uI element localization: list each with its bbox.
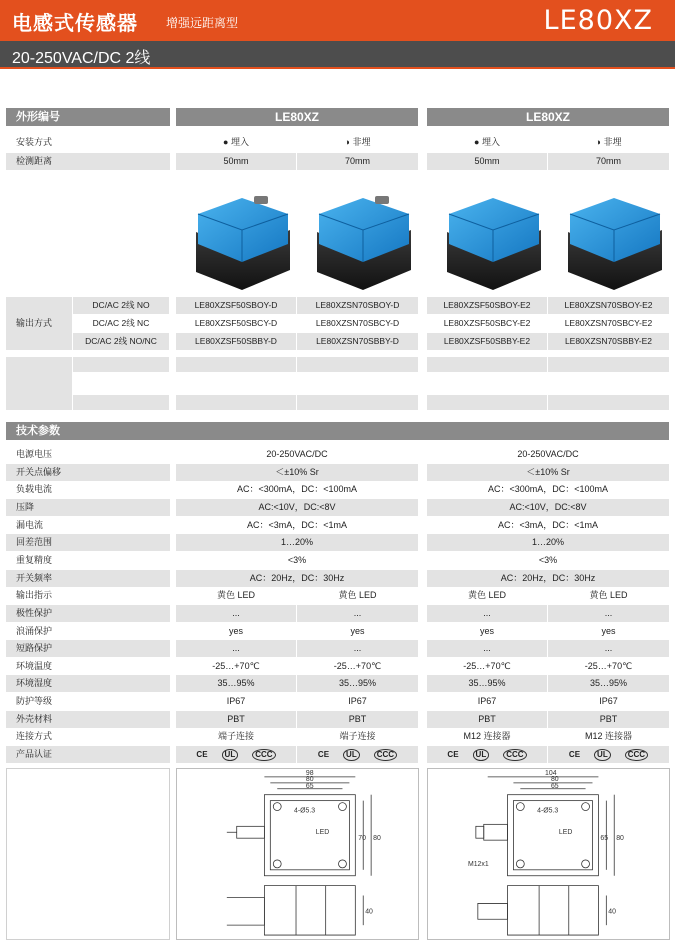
cert-marks	[427, 746, 547, 763]
tech-param-value: 黄色 LED	[338, 590, 377, 600]
tech-param-value: 1…20%	[176, 534, 418, 551]
cert-marks	[176, 746, 296, 763]
blank-cell	[73, 357, 169, 372]
model-code: LE80XZSF50SBOY-D	[176, 297, 296, 314]
tech-param-label: 负载电流	[16, 484, 53, 494]
model-code: LE80XZSN70SBBY-D	[297, 333, 418, 350]
blank-cell	[427, 395, 547, 410]
tech-param-label: 漏电流	[16, 520, 44, 530]
tech-param-label: 环境温度	[16, 661, 53, 671]
tech-param-value: ...	[548, 605, 669, 622]
dim-label: 4-Ø5.3	[294, 807, 316, 815]
tech-param-value: -25…+70℃	[212, 661, 260, 671]
tech-param-value: AC：20Hz，DC：30Hz	[427, 570, 669, 587]
tech-param-label: 浪涌保护	[16, 626, 53, 636]
drawing-blank-panel	[6, 768, 170, 940]
tech-param-value: 35…95%	[548, 675, 669, 692]
dim-label: 40	[608, 908, 616, 916]
tech-param-value: PBT	[548, 711, 669, 728]
tech-param-value: AC：<3mA，DC：<1mA	[497, 520, 599, 530]
tech-param-value: AC:<10V，DC:<8V	[427, 499, 669, 516]
dim-label: 70	[358, 835, 366, 843]
cert-marks	[297, 746, 418, 763]
cert-mark-ccc-icon: CCC	[503, 749, 526, 761]
blank-cell	[427, 357, 547, 372]
sensor-image	[447, 198, 541, 290]
tech-param-value: 20-250VAC/DC	[266, 449, 328, 459]
dim-label: 4-Ø5.3	[537, 807, 559, 815]
blank-cell	[73, 395, 169, 410]
group1-title: LE80XZ	[176, 108, 418, 126]
distance-value: 50mm	[176, 153, 296, 170]
tech-param-value: IP67	[599, 696, 618, 706]
tech-param-value: IP67	[348, 696, 367, 706]
tech-param-value: <3%	[287, 555, 307, 565]
tech-param-label: 外壳材料	[6, 711, 170, 728]
tech-param-label: 开关频率	[6, 570, 170, 587]
blank-cell	[176, 357, 296, 372]
tech-param-label: 环境湿度	[6, 675, 170, 692]
cert-mark-ce-icon: CE	[317, 750, 330, 759]
cert-mark-ccc-icon: CCC	[252, 749, 275, 761]
tech-param-value: ＜±10% Sr	[176, 464, 418, 481]
dim-label: M12x1	[467, 860, 489, 868]
tech-param-value: AC:<10V，DC:<8V	[176, 499, 418, 516]
cert-label: 产品认证	[6, 746, 170, 763]
tech-param-value: AC：<300mA，DC：<100mA	[236, 484, 358, 494]
tech-param-label: 重复精度	[16, 555, 53, 565]
model-code: LE80XZSF50SBBY-E2	[427, 333, 547, 350]
tech-param-value: -25…+70℃	[584, 661, 633, 671]
tech-param-value: ＜±10% Sr	[427, 464, 669, 481]
tech-param-value: -25…+70℃	[463, 661, 511, 671]
tech-section-label: 技术参数	[6, 422, 669, 440]
dim-label: 80	[550, 775, 559, 783]
sensor-image	[196, 196, 290, 290]
model-code: LE80XZSN70SBCY-D	[315, 318, 400, 328]
tech-param-value: IP67	[226, 696, 246, 706]
tech-param-value: 端子连接	[339, 731, 376, 741]
tech-param-value: ...	[427, 640, 547, 657]
dim-label: 65	[600, 835, 609, 843]
blank-cell	[548, 395, 669, 410]
tech-param-value: 35…95%	[176, 675, 296, 692]
model-code: LE80XZSF50SBCY-E2	[443, 318, 531, 328]
shape-section-label: 外形编号	[6, 108, 170, 126]
install-label: 安装方式	[16, 137, 53, 147]
tech-param-label: 防护等级	[16, 696, 53, 706]
dim-label: 104	[545, 769, 557, 777]
dim-label: LED	[315, 829, 330, 837]
sensor-image	[568, 198, 662, 290]
install-value: ● 埋入	[223, 137, 249, 147]
tech-param-value: -25…+70℃	[333, 661, 382, 671]
tech-param-value: 黄色 LED	[589, 590, 628, 600]
blank-cell	[176, 395, 296, 410]
tech-param-value: ...	[297, 605, 418, 622]
tech-param-value: 黄色 LED	[467, 590, 506, 600]
cert-mark-ce-icon: CE	[196, 750, 208, 759]
cert-mark-ul-icon: UL	[594, 749, 611, 761]
dimension-drawing-m12	[427, 768, 670, 940]
dim-label: 80	[373, 835, 381, 843]
dim-label: 80	[616, 835, 624, 843]
distance-value: 50mm	[427, 153, 547, 170]
cert-mark-ul-icon: UL	[343, 749, 360, 761]
tech-param-value: <3%	[538, 555, 558, 565]
dim-label: LED	[558, 829, 573, 837]
tech-param-value: M12 连接器	[463, 731, 511, 741]
tech-param-value: 1…20%	[427, 534, 669, 551]
tech-param-value: yes	[601, 626, 616, 636]
sensor-photos	[176, 176, 669, 294]
dim-label: 80	[305, 775, 314, 783]
tech-param-value: 20-250VAC/DC	[517, 449, 579, 459]
tech-param-value: ...	[176, 605, 296, 622]
cert-mark-ce-icon: CE	[447, 750, 459, 759]
cert-mark-ul-icon: UL	[473, 749, 490, 761]
tech-param-label: 开关点偏移	[6, 464, 170, 481]
model-name: LE80XZ	[543, 5, 653, 36]
cert-marks	[548, 746, 669, 763]
model-code: LE80XZSN70SBCY-E2	[564, 318, 653, 328]
tech-param-value: PBT	[297, 711, 418, 728]
accent-line	[0, 67, 675, 69]
group2-title: LE80XZ	[427, 108, 669, 126]
cert-mark-ce-icon: CE	[568, 750, 581, 759]
page-title: 电感式传感器	[12, 13, 138, 35]
tech-param-value: ...	[297, 640, 418, 657]
tech-param-label: 极性保护	[6, 605, 170, 622]
output-subtype: DC/AC 2线 NO/NC	[73, 333, 169, 350]
model-code: LE80XZSN70SBOY-E2	[548, 297, 669, 314]
tech-param-value: yes	[228, 626, 243, 636]
tech-param-value: M12 连接器	[584, 731, 632, 741]
tech-param-value: AC：20Hz，DC：30Hz	[176, 570, 418, 587]
sensor-image	[317, 196, 411, 290]
tech-param-value: IP67	[477, 696, 497, 706]
model-code: LE80XZSF50SBOY-E2	[427, 297, 547, 314]
tech-param-value: 黄色 LED	[216, 590, 255, 600]
tech-param-label: 短路保护	[6, 640, 170, 657]
tech-param-label: 连接方式	[16, 731, 53, 741]
dim-label: 40	[365, 908, 373, 916]
blank-cell	[297, 357, 418, 372]
install-value: ◑ 非埋	[595, 137, 622, 147]
tech-param-value: yes	[350, 626, 365, 636]
cert-mark-ccc-icon: CCC	[374, 749, 397, 761]
tech-param-value: 35…95%	[297, 675, 418, 692]
tech-param-value: PBT	[427, 711, 547, 728]
tech-param-value: 35…95%	[427, 675, 547, 692]
dim-label: 98	[305, 769, 314, 777]
tech-param-value: yes	[479, 626, 494, 636]
blank-cell	[548, 357, 669, 372]
page-subtitle: 增强远距离型	[166, 16, 239, 30]
cert-mark-ccc-icon: CCC	[625, 749, 648, 761]
distance-label: 检测距离	[6, 153, 170, 170]
blank-cell	[6, 357, 72, 410]
tech-param-value: PBT	[176, 711, 296, 728]
install-value: ● 埋入	[474, 137, 500, 147]
dim-label: 65	[550, 782, 559, 790]
tech-param-value: AC：<300mA，DC：<100mA	[487, 484, 609, 494]
output-subtype: DC/AC 2线 NO	[73, 297, 169, 314]
model-code: LE80XZSF50SBBY-D	[176, 333, 296, 350]
tech-param-value: AC：<3mA，DC：<1mA	[246, 520, 348, 530]
header-bar	[0, 0, 675, 41]
model-code: LE80XZSN70SBOY-D	[297, 297, 418, 314]
dim-label: 65	[305, 782, 314, 790]
install-value: ◑ 非埋	[344, 137, 371, 147]
tech-param-label: 输出指示	[16, 590, 53, 600]
cert-mark-ul-icon: UL	[222, 749, 239, 761]
distance-value: 70mm	[548, 153, 669, 170]
dimension-drawing-terminal	[176, 768, 419, 940]
tech-param-label: 压降	[6, 499, 170, 516]
output-label: 输出方式	[6, 297, 72, 350]
tech-param-value: ...	[176, 640, 296, 657]
distance-value: 70mm	[297, 153, 418, 170]
blank-cell	[297, 395, 418, 410]
tech-param-label: 回差范围	[6, 534, 170, 551]
voltage-wires: 20-250VAC/DC 2线	[12, 50, 151, 67]
output-subtype: DC/AC 2线 NC	[92, 318, 150, 328]
model-code: LE80XZSF50SBCY-D	[194, 318, 278, 328]
tech-param-value: ...	[548, 640, 669, 657]
tech-param-value: 端子连接	[217, 731, 254, 741]
tech-param-label: 电源电压	[16, 449, 53, 459]
sub-header-bar	[0, 41, 675, 69]
tech-param-value: ...	[427, 605, 547, 622]
model-code: LE80XZSN70SBBY-E2	[548, 333, 669, 350]
